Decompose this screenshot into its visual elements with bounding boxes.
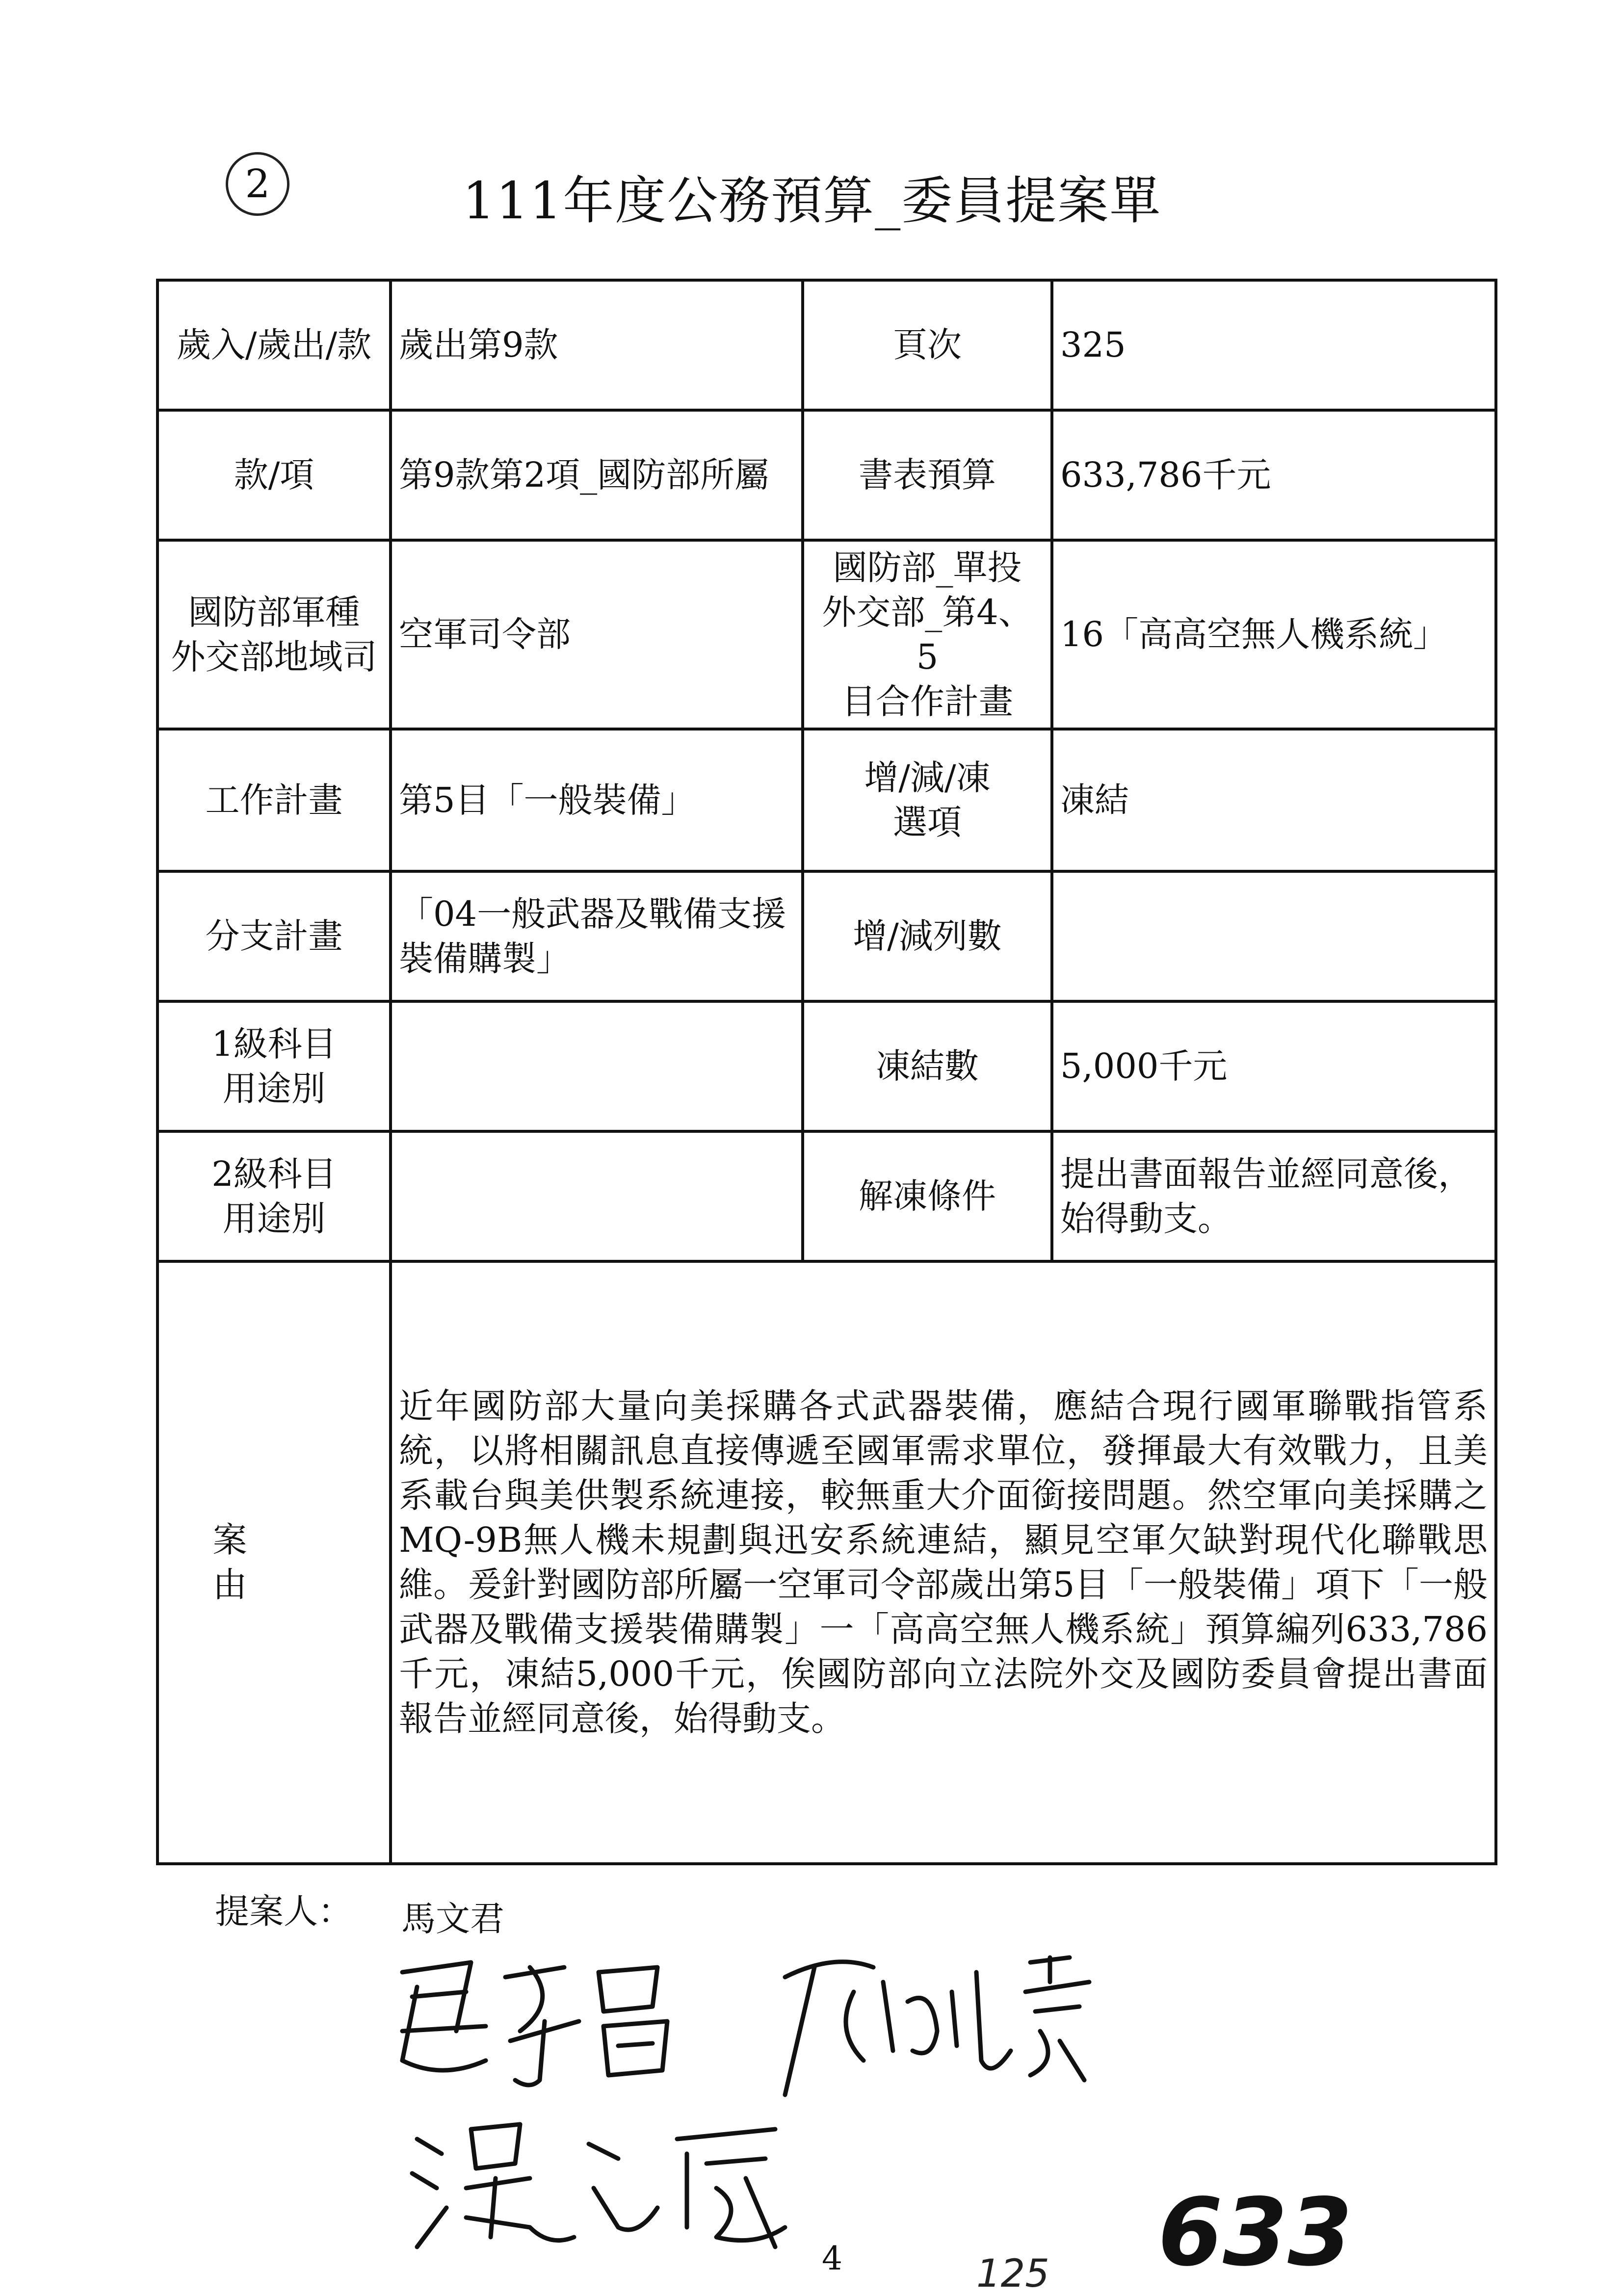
value-cell: 歲出第9款 <box>391 280 803 410</box>
value-cell: 凍結 <box>1052 729 1496 871</box>
value-cell: 16「高高空無人機系統」 <box>1052 540 1496 729</box>
proposer-label: 提案人： <box>215 1891 352 1931</box>
label-cell: 國防部軍種 外交部地域司 <box>157 540 391 729</box>
proposer-name: 馬文君 <box>401 1899 504 1939</box>
value-cell: 提出書面報告並經同意後，始得動支。 <box>1052 1131 1496 1261</box>
table-row <box>157 871 1496 1001</box>
value-cell: 325 <box>1052 280 1496 410</box>
value-cell: 「04一般武器及戰備支援裝備購製」 <box>391 871 803 1001</box>
label-cell: 分支計畫 <box>157 871 391 1001</box>
circled-number: 2 <box>226 152 289 216</box>
handwritten-note-125: 125 <box>976 2252 1049 2296</box>
value-cell: 5,000千元 <box>1052 1001 1496 1131</box>
value-cell: 633,786千元 <box>1052 410 1496 540</box>
label-cell: 工作計畫 <box>157 729 391 871</box>
proposal-form-table <box>156 279 1497 1865</box>
value-cell: 第5目「一般裝備」 <box>391 729 803 871</box>
label-cell: 頁次 <box>803 280 1052 410</box>
reason-label: 案由 <box>157 1261 391 1864</box>
value-cell <box>391 1131 803 1261</box>
table-row <box>157 1131 1496 1261</box>
table-row <box>157 410 1496 540</box>
handwritten-note-633: 633 <box>1158 2178 1353 2287</box>
table-row <box>157 1001 1496 1131</box>
value-cell: 空軍司令部 <box>391 540 803 729</box>
value-cell <box>391 1001 803 1131</box>
label-cell: 書表預算 <box>803 410 1052 540</box>
document-title: 111年度公務預算_委員提案單 <box>462 171 1162 231</box>
value-cell: 第9款第2項_國防部所屬 <box>391 410 803 540</box>
value-cell <box>1052 871 1496 1001</box>
page-number: 4 <box>822 2240 842 2277</box>
label-cell: 解凍條件 <box>803 1131 1052 1261</box>
label-cell: 1級科目 用途別 <box>157 1001 391 1131</box>
table-row <box>157 1261 1496 1864</box>
label-cell: 款/項 <box>157 410 391 540</box>
label-cell: 2級科目 用途別 <box>157 1131 391 1261</box>
label-cell: 歲入/歲出/款 <box>157 280 391 410</box>
label-cell: 增/減/凍 選項 <box>803 729 1052 871</box>
label-cell: 國防部_單投 外交部_第4、5 目合作計畫 <box>803 540 1052 729</box>
reason-text: 近年國防部大量向美採購各式武器裝備，應結合現行國軍聯戰指管系統，以將相關訊息直接傳遞至國軍需求單位，發揮最大有效戰力，且美系載台與美供製系統連接，較無重大介面銜接問題。然空軍向美採購之MQ-9B無人機未規劃與迅安系統連結，顯見空軍欠缺對現代化聯戰思維。爰針對國防部所屬一空軍司令部歲出第5目「一般裝備」項下「一般武器及戰備支援裝備購製」一「高高空無人機系統」預算編列633,786千元，凍結5,000千元，俟國防部向立法院外交及國防委員會提出書面報告並經同意後，始得動支。 <box>391 1261 1496 1864</box>
table-row <box>157 729 1496 871</box>
label-cell: 增/減列數 <box>803 871 1052 1001</box>
table-row <box>157 540 1496 729</box>
table-row <box>157 280 1496 410</box>
label-cell: 凍結數 <box>803 1001 1052 1131</box>
